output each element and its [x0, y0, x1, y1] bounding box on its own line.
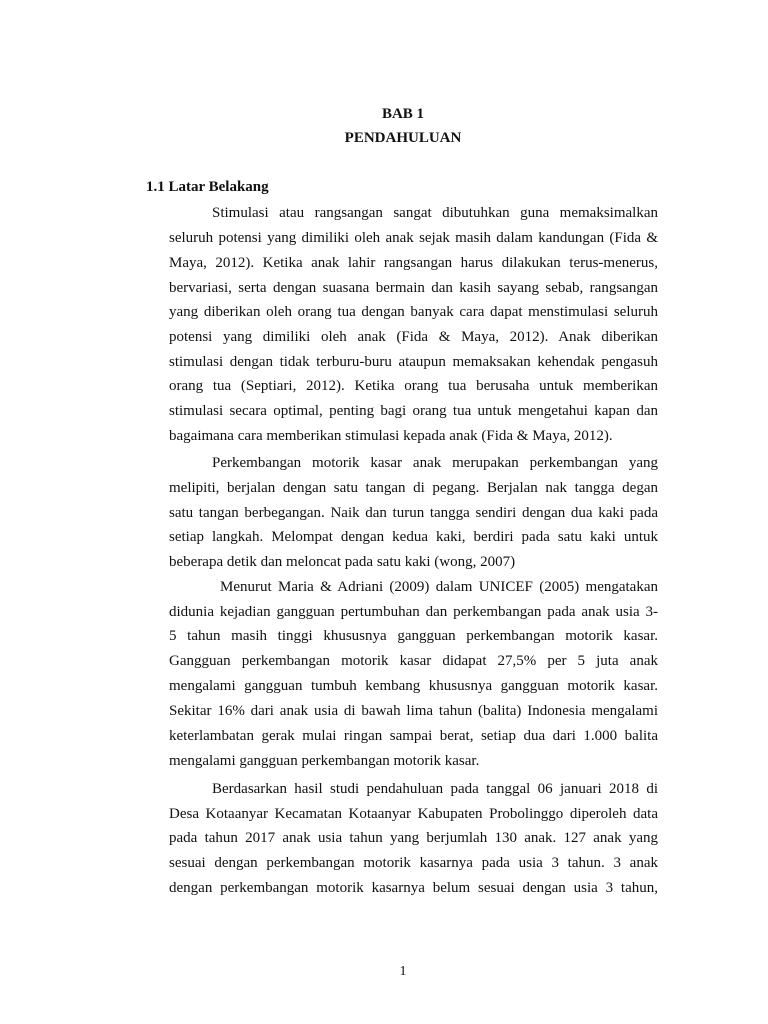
text-line: pada tahun 2017 anak usia tahun yang berjumlah 130 anak. 127 anak yang	[169, 830, 658, 846]
text-line: orang tua (Septiari, 2012). Ketika orang tua berusaha untuk memberikan	[169, 378, 658, 394]
text-line: yang diberikan oleh orang tua dengan banyak cara dapat menstimulasi seluruh	[169, 304, 658, 320]
text-line: dengan perkembangan motorik kasarnya belum sesuai dengan usia 3 tahun,	[169, 880, 658, 896]
text-line: sesuai dengan perkembangan motorik kasarnya pada usia 3 tahun. 3 anak	[169, 855, 658, 871]
text-line: mengalami gangguan perkembangan motorik kasar.	[169, 753, 480, 769]
text-line: Desa Kotaanyar Kecamatan Kotaanyar Kabupaten Probolinggo diperoleh data	[169, 806, 658, 822]
text-line: seluruh potensi yang dimiliki oleh anak sejak masih dalam kandungan (Fida &	[169, 230, 658, 246]
text-line: didunia kejadian gangguan pertumbuhan dan perkembangan pada anak usia 3-	[169, 604, 658, 620]
text-line: melipiti, berjalan dengan satu tangan di pegang. Berjalan nak tangga degan	[169, 480, 658, 496]
text-line: Berdasarkan hasil studi pendahuluan pada tanggal 06 januari 2018 di	[212, 781, 658, 797]
text-line: Perkembangan motorik kasar anak merupakan perkembangan yang	[212, 455, 658, 471]
section-heading: 1.1 Latar Belakang	[146, 179, 269, 195]
text-line: beberapa detik dan meloncat pada satu kaki (wong, 2007)	[169, 554, 516, 570]
text-line: mengalami gangguan tumbuh kembang khususnya gangguan motorik kasar.	[169, 678, 658, 694]
text-line: Sekitar 16% dari anak usia di bawah lima tahun (balita) Indonesia mengalami	[169, 703, 658, 719]
text-line: bervariasi, serta dengan suasana bermain dan kasih sayang sebab, rangsangan	[169, 280, 658, 296]
text-line: 5 tahun masih tinggi khususnya gangguan perkembangan motorik kasar.	[169, 628, 658, 644]
text-line: setiap langkah. Melompat dengan kedua kaki, berdiri pada satu kaki untuk	[169, 529, 658, 545]
text-line: satu tangan berbegangan. Naik dan turun tangga sendiri dengan dua kaki pada	[169, 505, 658, 521]
text-line: Maya, 2012). Ketika anak lahir rangsangan harus dilakukan terus-menerus,	[169, 255, 658, 271]
text-line: Menurut Maria & Adriani (2009) dalam UNICEF (2005) mengatakan	[220, 579, 658, 595]
text-line: keterlambatan gerak mulai ringan sampai berat, setiap dua dari 1.000 balita	[169, 728, 658, 744]
text-line: stimulasi dengan tidak terburu-buru ataupun memaksakan kehendak pengasuh	[169, 354, 658, 370]
chapter-number: BAB 1	[381, 106, 425, 122]
text-line: potensi yang dimiliki oleh anak (Fida & Maya, 2012). Anak diberikan	[169, 329, 658, 345]
text-line: stimulasi secara optimal, penting bagi orang tua untuk mengetahui kapan dan	[169, 403, 658, 419]
text-line: Gangguan perkembangan motorik kasar didapat 27,5% per 5 juta anak	[169, 653, 658, 669]
text-line: bagaimana cara memberikan stimulasi kepada anak (Fida & Maya, 2012).	[169, 428, 613, 444]
text-line: Stimulasi atau rangsangan sangat dibutuhkan guna memaksimalkan	[212, 205, 658, 221]
chapter-title: PENDAHULUAN	[344, 130, 462, 146]
page-number: 1	[399, 964, 407, 979]
